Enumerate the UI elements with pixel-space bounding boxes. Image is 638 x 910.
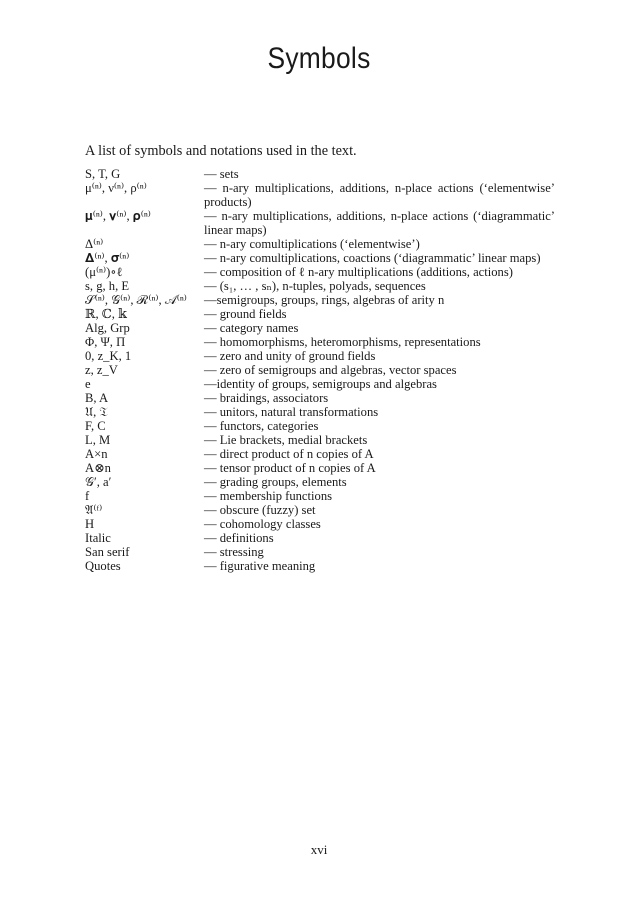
- symbol-row: [85, 489, 555, 503]
- symbol-row: [85, 293, 555, 307]
- symbol-description: —semigroups, groups, rings, algebras of arity n: [204, 293, 445, 307]
- symbol-description: — figurative meaning: [204, 559, 316, 573]
- symbol-notation: 𝒢′, a′: [85, 475, 112, 489]
- symbol-list: [85, 167, 555, 573]
- symbol-row: [85, 447, 555, 461]
- symbol-row: [85, 251, 555, 265]
- symbol-description: — n-ary multiplications, additions, n-place actions (‘elementwise’ products): [204, 181, 555, 209]
- symbol-description: — n-ary multiplications, additions, n-place actions (‘diagrammatic’ linear maps): [204, 209, 555, 237]
- symbol-notation: Alg, Grp: [85, 321, 130, 335]
- symbol-row: [85, 209, 555, 237]
- symbol-description: — membership functions: [204, 489, 333, 503]
- symbol-notation: z, z_V: [85, 363, 118, 377]
- symbol-notation: 0, z_K, 1: [85, 349, 132, 363]
- symbol-description: — stressing: [204, 545, 264, 559]
- symbol-row: [85, 237, 555, 251]
- symbol-description: — sets: [204, 167, 239, 181]
- symbol-description: — zero of semigroups and algebras, vector spaces: [204, 363, 457, 377]
- symbol-row: [85, 391, 555, 405]
- symbol-notation: e: [85, 377, 91, 391]
- symbol-notation: S, T, G: [85, 167, 121, 181]
- symbol-description: — obscure (fuzzy) set: [204, 503, 316, 517]
- symbol-row: [85, 531, 555, 545]
- symbol-description: — composition of ℓ n-ary multiplications (additions, actions): [204, 265, 513, 279]
- symbol-row: [85, 181, 555, 209]
- symbol-notation: San serif: [85, 545, 130, 559]
- symbol-row: [85, 475, 555, 489]
- symbol-notation: Φ, Ψ, Π: [85, 335, 126, 349]
- symbol-description: — grading groups, elements: [204, 475, 347, 489]
- symbol-notation: f: [85, 489, 90, 503]
- symbol-notation: 𝔘, 𝔗: [85, 405, 108, 419]
- symbol-row: [85, 279, 555, 293]
- symbol-row: [85, 517, 555, 531]
- symbol-notation: Δ⁽ⁿ⁾: [85, 237, 104, 251]
- symbol-notation: μ⁽ⁿ⁾, ν⁽ⁿ⁾, ρ⁽ⁿ⁾: [85, 181, 147, 195]
- symbol-notation: s, g, h, E: [85, 279, 130, 293]
- symbol-description: — ground fields: [204, 307, 287, 321]
- symbol-description: — functors, categories: [204, 419, 319, 433]
- symbol-row: [85, 503, 555, 517]
- symbol-description: — braidings, associators: [204, 391, 329, 405]
- symbol-notation: Quotes: [85, 559, 121, 573]
- symbol-notation: F, C: [85, 419, 106, 433]
- symbol-description: — n-ary comultiplications (‘elementwise’): [204, 237, 420, 251]
- symbol-row: [85, 307, 555, 321]
- symbol-description: — n-ary comultiplications, coactions (‘diagrammatic’ linear maps): [204, 251, 541, 265]
- symbol-row: [85, 559, 555, 573]
- symbol-notation: H: [85, 517, 95, 531]
- symbol-row: [85, 335, 555, 349]
- symbol-row: [85, 405, 555, 419]
- symbol-notation: 𝛍⁽ⁿ⁾, 𝛎⁽ⁿ⁾, 𝛒⁽ⁿ⁾: [85, 209, 151, 223]
- symbol-row: [85, 167, 555, 181]
- symbol-description: — unitors, natural transformations: [204, 405, 379, 419]
- symbol-row: [85, 363, 555, 377]
- symbol-row: [85, 265, 555, 279]
- symbol-notation: 𝔄⁽ᶠ⁾: [85, 503, 103, 517]
- symbol-notation: B, A: [85, 391, 109, 405]
- symbol-description: — tensor product of n copies of A: [204, 461, 376, 475]
- symbol-notation: Italic: [85, 531, 111, 545]
- symbol-notation: ℝ, ℂ, 𝕜: [85, 307, 127, 321]
- symbol-row: [85, 545, 555, 559]
- page-number: xvi: [310, 842, 328, 857]
- symbol-row: [85, 377, 555, 391]
- symbol-row: [85, 321, 555, 335]
- intro-text: A list of symbols and notations used in the text.: [85, 143, 357, 159]
- symbol-description: — Lie brackets, medial brackets: [204, 433, 368, 447]
- symbol-row: [85, 433, 555, 447]
- symbol-row: [85, 461, 555, 475]
- symbol-notation: A×n: [85, 447, 108, 461]
- symbol-description: — cohomology classes: [204, 517, 321, 531]
- symbol-description: — category names: [204, 321, 299, 335]
- page-title: Symbols: [267, 42, 371, 75]
- symbol-description: — (s₁, … , sₙ), n-tuples, polyads, sequences: [204, 279, 426, 293]
- symbol-row: [85, 419, 555, 433]
- symbol-notation: 𝚫⁽ⁿ⁾, 𝛔⁽ⁿ⁾: [85, 251, 130, 265]
- symbol-description: — definitions: [204, 531, 274, 545]
- symbol-row: [85, 349, 555, 363]
- symbol-description: — homomorphisms, heteromorphisms, representations: [204, 335, 481, 349]
- symbol-notation: (μ⁽ⁿ⁾)∘ℓ: [85, 265, 123, 279]
- symbol-description: — direct product of n copies of A: [204, 447, 374, 461]
- symbol-notation: A⊗n: [85, 461, 111, 475]
- symbol-notation: 𝒮⁽ⁿ⁾, 𝒢⁽ⁿ⁾, ℛ⁽ⁿ⁾, 𝒜⁽ⁿ⁾: [85, 293, 187, 307]
- symbol-description: — zero and unity of ground fields: [204, 349, 376, 363]
- symbol-notation: L, M: [85, 433, 111, 447]
- symbol-description: —identity of groups, semigroups and algebras: [204, 377, 437, 391]
